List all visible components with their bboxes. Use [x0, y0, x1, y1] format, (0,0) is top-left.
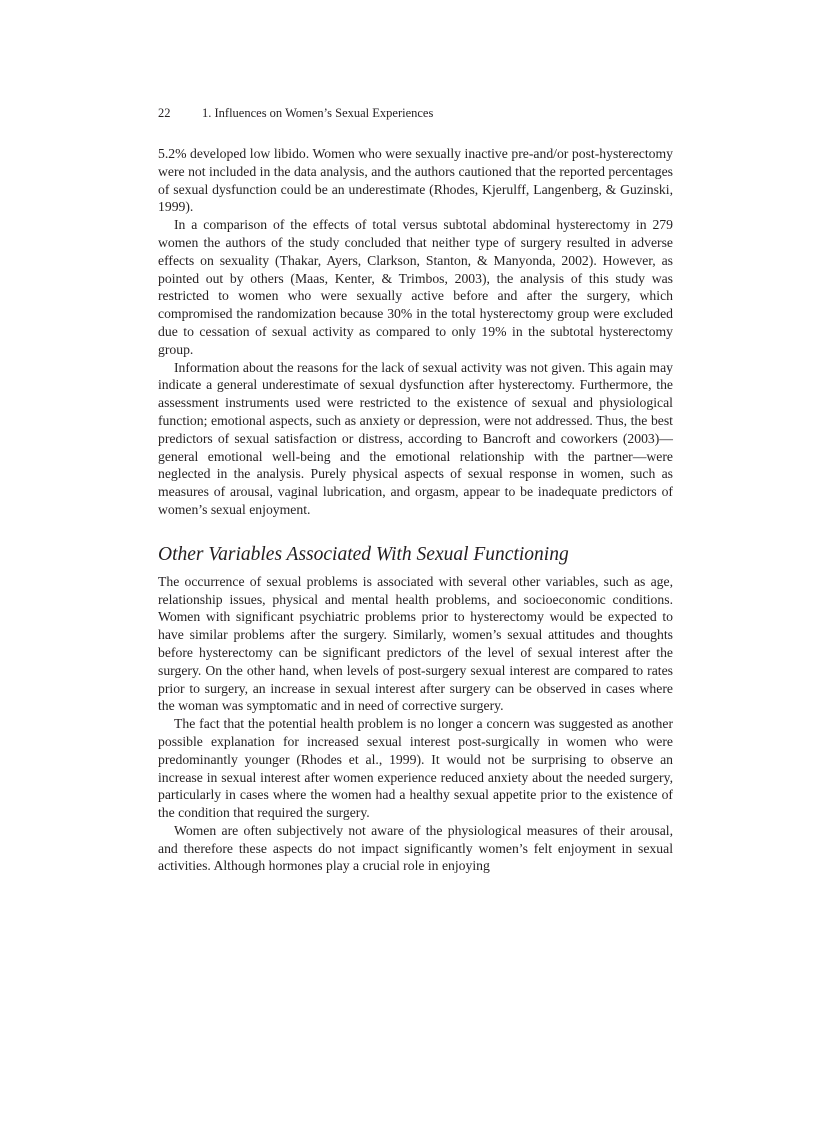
paragraph-continued: 5.2% developed low libido. Women who were sexually inactive pre-and/or post-hysterectomy were not included in the data analysis, and the authors cautioned that the reported percentages of sexual dysfunction could be an underestimate (Rhodes, Kjerulff, Langenberg, & Guzinski, 1999). [158, 146, 673, 215]
running-head [158, 104, 673, 122]
book-page [158, 104, 673, 875]
paragraph-physiological-awareness: Women are often subjectively not aware of the physiological measures of their arousal, and therefore these aspects do not impact significantly women’s felt enjoyment in sexual activities. Although hormones play a crucial role in enjoying [158, 822, 673, 874]
chapter-title: 1. Influences on Women’s Sexual Experiences [202, 106, 434, 120]
section-heading: Other Variables Associated With Sexual Functioning [158, 543, 569, 565]
paragraph-total-vs-subtotal: In a comparison of the effects of total versus subtotal abdominal hysterectomy in 279 women the authors of the study concluded that neither type of surgery resulted in adverse effects on sexuality (Thakar, Ayers, Clarkson, Stanton, & Manyonda, 2002). However, as pointed out by others (Maas, Kenter, & Trimbos, 2003), the analysis of this study was restricted to women who were sexually active before and after the surgery, which compromised the randomization because 30% in the total hysterectomy group were excluded due to cessation of sexual activity as compared to only 19% in the subtotal hysterectomy group. [158, 217, 673, 357]
paragraph-reasons-lack-activity: Information about the reasons for the lack of sexual activity was not given. This again may indicate a general underestimate of sexual dysfunction after hysterectomy. Furthermore, the assessment instruments used were restricted to the existence of sexual and physiological function; emotional aspects, such as anxiety or depression, were not addressed. Thus, the best predictors of sexual satisfaction or distress, according to Bancroft and coworkers (2003)—general emotional well-being and the emotional relationship with the partner—were neglected in the analysis. Purely physical aspects of sexual response in women, such as measures of arousal, vaginal lubrication, and orgasm, appear to be inadequate predictors of women’s sexual enjoyment. [158, 359, 673, 517]
page-number: 22 [158, 106, 171, 120]
paragraph-health-problem: The fact that the potential health problem is no longer a concern was suggested as another possible explanation for increased sexual interest post-surgically in women who were predominantly younger (Rhodes et al., 1999). It would not be surprising to observe an increase in sexual interest after women experience reduced anxiety about the needed surgery, particularly in cases where the women had a healthy sexual appetite prior to the existence of the condition that required the surgery. [158, 716, 673, 821]
paragraph-occurrence: The occurrence of sexual problems is associated with several other variables, such as age, relationship issues, physical and mental health problems, and socioeconomic conditions. Women with significant psychiatric problems prior to hysterectomy would be expected to have similar problems after the surgery. Similarly, women’s sexual attitudes and thoughts before hysterectomy can be significant predictors of the level of sexual interest after the surgery. On the other hand, when levels of post-surgery sexual interest are compared to rates prior to surgery, an increase in sexual interest after surgery can be observed in cases where the woman was symptomatic and in need of corrective surgery. [158, 573, 673, 714]
